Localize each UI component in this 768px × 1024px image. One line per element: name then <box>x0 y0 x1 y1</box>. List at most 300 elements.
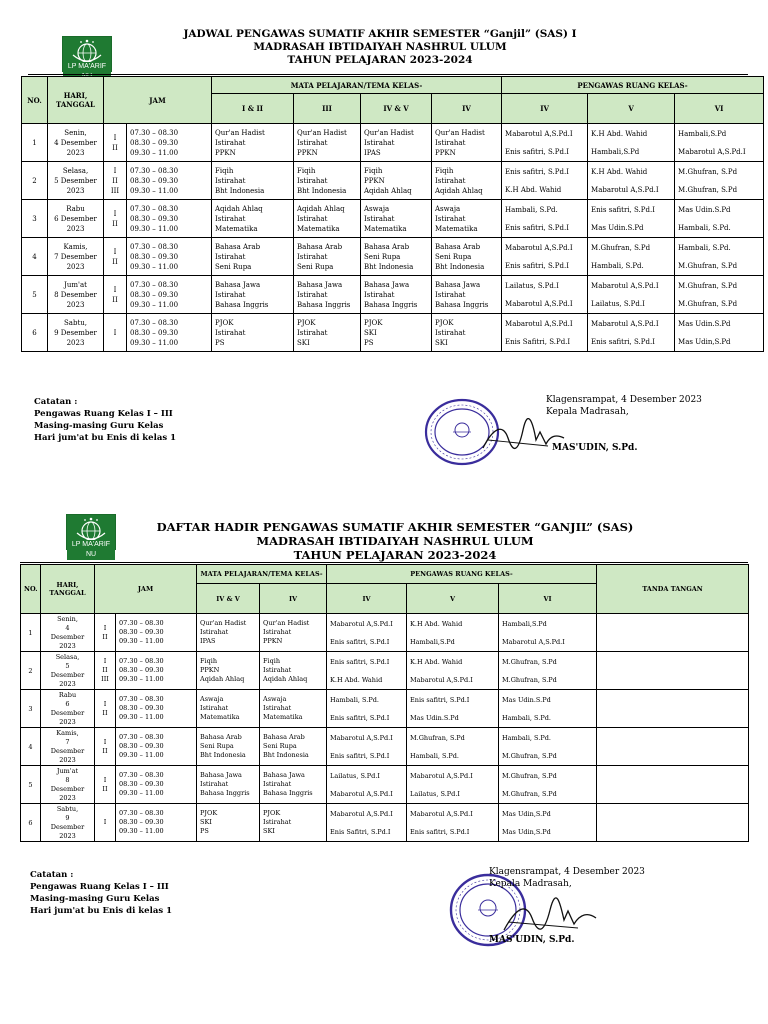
pengawas-name: Hambali, S.Pd. <box>591 261 644 270</box>
table-row <box>21 804 749 842</box>
cell-line: I <box>103 737 107 746</box>
cell-line: Seni Rupa <box>200 742 234 750</box>
title-line: TAHUN PELAJARAN 2023-2024 <box>287 54 473 66</box>
title-line: MADRASAH IBTIDAIYAH NASHRUL ULUM <box>256 534 534 548</box>
cell-line: Seni Rupa <box>215 262 252 271</box>
cell-line: Istirahat <box>215 290 246 299</box>
subject-cell <box>197 804 260 842</box>
cell-line: 08.30 – 09.30 <box>130 328 179 337</box>
pengawas-name: K.H Abd. Wahid <box>591 129 648 138</box>
pengawas-name: Lailatus, S.Pd.I <box>505 281 559 290</box>
header-pengawas-col: V <box>588 94 675 124</box>
pengawas-name: Mabarotul A,S.Pd.I <box>330 619 393 628</box>
day-date-cell <box>41 804 95 842</box>
header-no: NO. <box>21 565 41 614</box>
header-jam: JAM <box>104 77 212 124</box>
signature-cell <box>597 652 749 690</box>
cell-line: PPKN <box>297 148 318 157</box>
header-mapel-col: I & II <box>212 94 294 124</box>
cell-line: Istirahat <box>435 214 466 223</box>
cell-line: 08.30 – 09.30 <box>119 704 164 712</box>
cell-line: 4 Desember <box>54 138 97 147</box>
signature-cell <box>597 728 749 766</box>
subject-cell <box>197 766 260 804</box>
cell-line: Bht Indonesia <box>297 186 347 195</box>
pengawas-name: Hambali, S.Pd. <box>678 223 731 232</box>
cell-line: 9 <box>65 813 70 822</box>
cell-line: Bahasa Jawa <box>200 771 242 779</box>
pengawas-name: Hambali,S.Pd <box>410 637 455 646</box>
cell-line: 07.30 – 08.30 <box>130 128 179 137</box>
cell-line: Fiqih <box>215 166 234 175</box>
header-mapel-group: MATA PELAJARAN/TEMA KELAS- <box>197 565 327 584</box>
title-divider <box>20 562 748 563</box>
title-line: TAHUN PELAJARAN 2023-2024 <box>293 548 497 562</box>
session-cell <box>95 728 116 766</box>
cell-line: Istirahat <box>215 138 246 147</box>
cell-line: Sabtu, <box>56 804 79 813</box>
pengawas-name: Hambali, S.Pd. <box>505 205 558 214</box>
cell-line: PS <box>215 338 225 347</box>
subject-cell <box>197 728 260 766</box>
header-pengawas-col: VI <box>675 94 764 124</box>
cell-line: PJOK <box>297 318 316 327</box>
cell-line: 2023 <box>66 338 85 347</box>
cell-line: Sabtu, <box>64 318 87 327</box>
pengawas-name: M.Ghufran, S.Pd <box>410 733 465 742</box>
cell-line: Istirahat <box>297 290 328 299</box>
notes-line: Masing-masing Guru Kelas <box>30 894 160 904</box>
pengawas-name: M.Ghufran, S.Pd <box>678 299 738 308</box>
cell-line: Istirahat <box>200 628 229 636</box>
cell-line: Seni Rupa <box>364 252 401 261</box>
cell-line: Matematika <box>263 713 303 721</box>
pengawas-name: Mas Udin.S.Pd <box>678 319 731 328</box>
cell-line: I <box>113 285 117 294</box>
cell-line: Aqidah Ahlaq <box>435 186 483 195</box>
pengawas-names <box>502 656 593 686</box>
cell-line: II <box>102 632 108 641</box>
cell-line: Aqidah Ahlaq <box>364 186 412 195</box>
pengawas-name: Mabarotul A,S.Pd.I <box>505 319 573 328</box>
pengawas-names <box>410 656 495 686</box>
pengawas-names <box>330 694 403 724</box>
header-pengawas-group: PENGAWAS RUANG KELAS- <box>327 565 597 584</box>
cell-line: Qur'an Hadist <box>200 619 247 627</box>
cell-line: Istirahat <box>263 628 292 636</box>
time-cell <box>116 804 197 842</box>
pengawas-name: Enis safitri, S.Pd.I <box>505 223 569 232</box>
pengawas-name: Mabarotul A,S.Pd.I <box>591 319 659 328</box>
cell-line: Aqidah Ahlaq <box>297 204 345 213</box>
pengawas-name: Mas Udin,S.Pd <box>502 827 551 836</box>
cell-line: Istirahat <box>263 818 292 826</box>
cell-line: I <box>103 699 107 708</box>
cell-line: Aswaja <box>364 204 390 213</box>
pengawas-name: M.Ghufran, S.Pd <box>502 751 557 760</box>
cell-line: PJOK <box>215 318 234 327</box>
header-no: NO. <box>22 77 48 124</box>
header-hari-tanggal: HARI, TANGGAL <box>41 565 95 614</box>
cell-line: 08.30 – 09.30 <box>130 290 179 299</box>
cell-line: 07.30 – 08.30 <box>130 280 179 289</box>
cell-line: Bahasa Inggris <box>215 300 269 309</box>
row-number: 3 <box>22 200 48 238</box>
signature-cell <box>597 804 749 842</box>
table-row <box>21 690 749 728</box>
notes-line: Masing-masing Guru Kelas <box>34 421 164 431</box>
cell-line: Istirahat <box>364 214 395 223</box>
cell-line: Bht Indonesia <box>263 751 309 759</box>
pengawas-name: Hambali, S.Pd. <box>678 243 731 252</box>
cell-line: 07.30 – 08.30 <box>130 166 179 175</box>
cell-line: PJOK <box>364 318 383 327</box>
cell-line: Matematika <box>364 224 407 233</box>
pengawas-name: Mabarotul A,S.Pd.I <box>505 243 573 252</box>
cell-line: Matematika <box>215 224 258 233</box>
cell-line: Istirahat <box>297 328 328 337</box>
cell-line: Istirahat <box>297 176 328 185</box>
time-cell <box>116 690 197 728</box>
cell-line: 08.30 – 09.30 <box>119 780 164 788</box>
pengawas-name: Hambali,S.Pd <box>591 147 640 156</box>
cell-line: Kamis, <box>63 242 88 251</box>
cell-line: Matematika <box>297 224 340 233</box>
pengawas-names <box>410 732 495 762</box>
day-date-cell <box>41 728 95 766</box>
header-mapel-col: IV <box>260 584 327 614</box>
cell-line: Qur'an Hadist <box>435 128 485 137</box>
cell-line: Jum'at <box>56 766 79 775</box>
cell-line: Seni Rupa <box>435 252 472 261</box>
cell-line: Senin, <box>64 128 87 137</box>
pengawas-name: M.Ghufran, S.Pd <box>678 167 738 176</box>
cell-line: I <box>113 166 117 175</box>
cell-line: Fiqih <box>200 657 218 665</box>
attendance-table <box>20 564 749 842</box>
table-row <box>21 728 749 766</box>
pengawas-names <box>330 808 403 838</box>
cell-line: Rabu <box>66 204 85 213</box>
row-number: 4 <box>21 728 41 766</box>
day-date-cell <box>41 766 95 804</box>
pengawas-name: Mas Udin,S.Pd <box>502 809 551 818</box>
day-date-cell <box>41 652 95 690</box>
cell-line: Bahasa Inggris <box>263 789 313 797</box>
cell-line: III <box>110 186 120 195</box>
supervisor-cell <box>407 804 499 842</box>
cell-line: Bahasa Arab <box>263 733 305 741</box>
session-cell <box>95 652 116 690</box>
header-mapel-col: IV <box>432 94 502 124</box>
pengawas-name: Mabarotul A,S.Pd.I <box>330 733 393 742</box>
cell-line: Kamis, <box>56 728 79 737</box>
cell-line: Rabu <box>58 690 77 699</box>
cell-line: 08.30 – 09.30 <box>119 628 164 636</box>
cell-line: 2023 <box>59 641 76 650</box>
cell-line: I <box>113 247 117 256</box>
subject-cell <box>260 804 327 842</box>
cell-line: Istirahat <box>435 328 466 337</box>
cell-line: I <box>113 209 117 218</box>
header-pengawas-col: V <box>407 584 499 614</box>
pengawas-name: M.Ghufran, S.Pd <box>678 261 738 270</box>
header-mapel-col: IV & V <box>361 94 432 124</box>
cell-line: 09.30 – 11.00 <box>119 675 164 683</box>
cell-line: 09.30 – 11.00 <box>119 789 164 797</box>
cell-line: Bahasa Inggris <box>364 300 418 309</box>
pengawas-name: K.H Abd. Wahid <box>330 675 383 684</box>
pengawas-name: M.Ghufran, S.Pd <box>502 789 557 798</box>
cell-line: II <box>102 746 108 755</box>
pengawas-name: Enis safitri, S.Pd.I <box>591 337 655 346</box>
signature-role: Kepala Madrasah, <box>489 879 572 889</box>
cell-line: 07.30 – 08.30 <box>119 771 164 779</box>
cell-line: Aswaja <box>200 695 224 703</box>
cell-line: III <box>101 675 109 683</box>
pengawas-name: Mas Udin.S.Pd <box>591 223 644 232</box>
supervisor-cell <box>499 766 597 804</box>
cell-line: Istirahat <box>297 252 328 261</box>
cell-line: Desember <box>50 746 85 755</box>
notes-block <box>30 869 172 917</box>
cell-line: Istirahat <box>297 214 328 223</box>
cell-line: Desember <box>50 708 85 717</box>
day-date-cell <box>41 690 95 728</box>
cell-line: 09.30 – 11.00 <box>130 186 179 195</box>
pengawas-name: M.Ghufran, S.Pd <box>591 243 651 252</box>
cell-line: 09.30 – 11.00 <box>130 262 179 271</box>
pengawas-name: Mabarotul A,S.Pd.I <box>330 809 393 818</box>
day-date-cell <box>41 614 95 652</box>
cell-line: II <box>112 219 118 228</box>
cell-line: 6 <box>65 699 70 708</box>
supervisor-cell <box>327 766 407 804</box>
cell-line: 2023 <box>66 224 85 233</box>
attendance-table-body <box>21 614 749 842</box>
cell-line: Qur'an Hadist <box>215 128 265 137</box>
cell-line: Bahasa Inggris <box>297 300 351 309</box>
cell-line: 2023 <box>59 679 76 688</box>
cell-line: Bahasa Inggris <box>435 300 489 309</box>
cell-line: Bht Indonesia <box>435 262 485 271</box>
cell-line: Fiqih <box>435 166 454 175</box>
cell-line: Bahasa Arab <box>364 242 410 251</box>
row-number: 2 <box>22 162 48 200</box>
cell-line: 08.30 – 09.30 <box>130 138 179 147</box>
signature-name: MAS'UDIN, S.Pd. <box>489 935 575 945</box>
pengawas-name: Mabarotul A,S.Pd.I <box>678 147 746 156</box>
cell-line: 08.30 – 09.30 <box>130 176 179 185</box>
cell-line: 07.30 – 08.30 <box>119 619 164 627</box>
session-cell <box>95 766 116 804</box>
pengawas-name: Mas Udin.S.Pd <box>678 205 731 214</box>
pengawas-name: Mabarotul A,S.Pd.I <box>505 129 573 138</box>
pengawas-name: M.Ghufran, S.Pd <box>502 675 557 684</box>
row-number: 2 <box>21 652 41 690</box>
cell-line: 2023 <box>66 148 85 157</box>
table-row <box>21 614 749 652</box>
cell-line: 4 <box>65 623 70 632</box>
pengawas-name: Hambali, S.Pd. <box>410 751 459 760</box>
cell-line: 09.30 – 11.00 <box>119 637 164 645</box>
signature-cell <box>597 766 749 804</box>
pengawas-name: M.Ghufran, S.Pd <box>678 281 738 290</box>
row-number: 5 <box>21 766 41 804</box>
subject-cell <box>260 766 327 804</box>
supervisor-cell <box>499 614 597 652</box>
page-title <box>150 520 640 562</box>
subject-cell <box>197 652 260 690</box>
cell-line: IPAS <box>200 637 216 645</box>
cell-line: 09.30 – 11.00 <box>130 300 179 309</box>
cell-line: PJOK <box>200 809 218 817</box>
logo-caption: LP MA'ARIF NU <box>67 540 115 560</box>
cell-line: 8 Desember <box>54 290 97 299</box>
pengawas-names <box>502 694 593 724</box>
cell-line: Bht Indonesia <box>364 262 414 271</box>
supervisor-cell <box>499 690 597 728</box>
pengawas-names <box>330 656 403 686</box>
pengawas-name: Enis safitri, S.Pd.I <box>330 751 390 760</box>
cell-line: Bahasa Jawa <box>297 280 343 289</box>
cell-line: Istirahat <box>435 290 466 299</box>
subject-cell <box>197 690 260 728</box>
title-line: JADWAL PENGAWAS SUMATIF AKHIR SEMESTER “Ganjil” (SAS) I <box>183 28 577 40</box>
pengawas-name: Lailatus, S.Pd.I <box>330 771 380 780</box>
pengawas-name: Mabarotul A,S.Pd.I <box>505 299 573 308</box>
cell-line: 09.30 – 11.00 <box>130 224 179 233</box>
notes-line: Pengawas Ruang Kelas I – III <box>30 882 169 892</box>
cell-line: 07.30 – 08.30 <box>119 695 164 703</box>
supervisor-cell <box>327 728 407 766</box>
cell-line: I <box>103 818 107 826</box>
pengawas-names <box>410 618 495 648</box>
pengawas-name: K.H Abd. Wahid <box>410 619 463 628</box>
pengawas-names <box>502 808 593 838</box>
time-cell <box>116 728 197 766</box>
pengawas-name: M.Ghufran, S.Pd <box>502 657 557 666</box>
cell-line: II <box>102 784 108 793</box>
supervisor-cell <box>327 690 407 728</box>
cell-line: Seni Rupa <box>263 742 297 750</box>
row-number: 4 <box>22 238 48 276</box>
header-mapel-col: IV & V <box>197 584 260 614</box>
cell-line: Desember <box>50 822 85 831</box>
pengawas-name: Hambali, S.Pd. <box>502 713 551 722</box>
header-pengawas-col: VI <box>499 584 597 614</box>
row-number: 6 <box>21 804 41 842</box>
header-jam: JAM <box>95 565 197 614</box>
signature-cell <box>597 614 749 652</box>
cell-line: SKI <box>364 328 377 337</box>
cell-line: SKI <box>263 827 275 835</box>
supervisor-cell <box>407 652 499 690</box>
pengawas-name: Hambali, S.Pd. <box>330 695 379 704</box>
pengawas-names <box>330 618 403 648</box>
cell-line: I <box>113 133 117 142</box>
cell-line: Selasa, <box>55 652 80 661</box>
notes-line: Hari jum'at bu Enis di kelas 1 <box>30 906 172 916</box>
cell-line: 2023 <box>59 717 76 726</box>
header-mapel-col: III <box>294 94 361 124</box>
cell-line: Istirahat <box>215 214 246 223</box>
subject-cell <box>197 614 260 652</box>
cell-line: II <box>112 295 118 304</box>
subject-cell <box>260 690 327 728</box>
cell-line: Matematika <box>435 224 478 233</box>
cell-line: Bahasa Arab <box>297 242 343 251</box>
cell-line: 7 <box>65 737 70 746</box>
cell-line: Aswaja <box>435 204 461 213</box>
cell-line: PJOK <box>263 809 281 817</box>
pengawas-name: Lailatus, S.Pd.I <box>410 789 460 798</box>
cell-line: Istirahat <box>215 176 246 185</box>
cell-line: PPKN <box>263 637 283 645</box>
cell-line: Bahasa Inggris <box>200 789 250 797</box>
supervisor-cell <box>499 652 597 690</box>
session-cell <box>95 804 116 842</box>
cell-line: PPKN <box>215 148 236 157</box>
row-number: 3 <box>21 690 41 728</box>
pengawas-name: Mas Udin,S.Pd <box>678 337 731 346</box>
cell-line: Istirahat <box>263 704 292 712</box>
cell-line: PPKN <box>200 666 220 674</box>
cell-line: Matematika <box>200 713 240 721</box>
header-pengawas-col: IV <box>327 584 407 614</box>
supervisor-cell <box>327 804 407 842</box>
cell-line: Bahasa Arab <box>215 242 261 251</box>
cell-line: 5 Desember <box>54 176 97 185</box>
cell-line: Bahasa Arab <box>435 242 481 251</box>
cell-line: Bahasa Arab <box>200 733 242 741</box>
cell-line: PPKN <box>435 148 456 157</box>
cell-line: 08.30 – 09.30 <box>119 666 164 674</box>
cell-line: PS <box>364 338 374 347</box>
pengawas-name: K.H Abd. Wahid <box>505 185 562 194</box>
cell-line: 07.30 – 08.30 <box>130 242 179 251</box>
cell-line: II <box>112 176 118 185</box>
row-number: 6 <box>22 314 48 352</box>
pengawas-name: Enis safitri, S.Pd.I <box>330 637 390 646</box>
cell-line: 09.30 – 11.00 <box>119 713 164 721</box>
pengawas-name: K.H Abd. Wahid <box>410 657 463 666</box>
cell-line: I <box>113 328 117 337</box>
cell-line: II <box>102 666 108 674</box>
pengawas-name: Mabarotul A,S.Pd.I <box>410 771 473 780</box>
pengawas-names <box>410 808 495 838</box>
cell-line: Desember <box>50 784 85 793</box>
cell-line: II <box>112 143 118 152</box>
header-pengawas-col: IV <box>502 94 588 124</box>
supervisor-cell <box>407 614 499 652</box>
cell-line: 09.30 – 11.00 <box>130 148 179 157</box>
cell-line: Aqidah Ahlaq <box>200 675 245 683</box>
pengawas-name: Mabarotul A,S.Pd.I <box>502 637 565 646</box>
cell-line: Istirahat <box>263 780 292 788</box>
pengawas-name: Enis safitri, S.Pd.I <box>410 695 470 704</box>
subject-cell <box>260 652 327 690</box>
cell-line: Jum'at <box>64 280 87 289</box>
cell-line: 07.30 – 08.30 <box>119 733 164 741</box>
signature-name: MAS'UDIN, S.Pd. <box>552 443 638 453</box>
cell-line: Bahasa Jawa <box>435 280 481 289</box>
supervisor-cell <box>407 728 499 766</box>
cell-line: Istirahat <box>215 252 246 261</box>
cell-line: Bht Indonesia <box>200 751 246 759</box>
cell-line: PPKN <box>364 176 385 185</box>
pengawas-name: Mabarotul A,S.Pd.I <box>410 675 473 684</box>
